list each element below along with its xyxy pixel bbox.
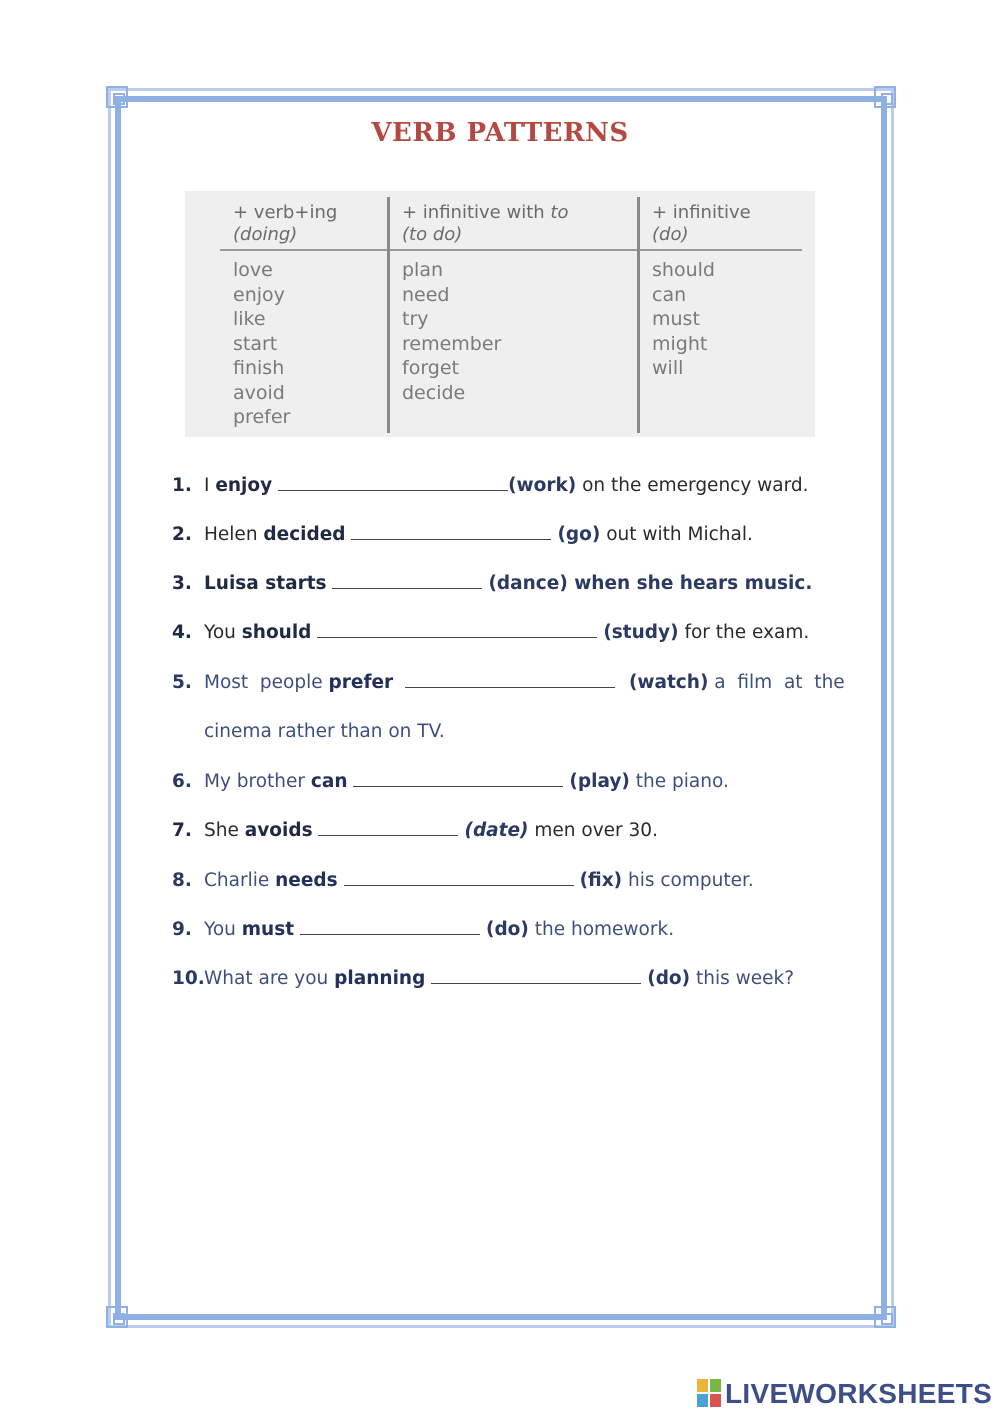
table-cell: will (652, 357, 684, 379)
item-number: 4. (172, 622, 192, 643)
sentence-text: for the exam. (678, 622, 810, 643)
exercise-item (172, 968, 862, 989)
sentence-continuation: cinema rather than on TV. (204, 721, 445, 742)
column-verbs (402, 258, 501, 405)
answer-blank[interactable] (317, 623, 597, 638)
frame-corner-ornament (874, 1306, 896, 1328)
key-verb: avoids (244, 820, 313, 841)
answer-blank[interactable] (431, 969, 641, 984)
table-cell: plan (402, 259, 444, 281)
verb-cue: (go) (557, 524, 601, 545)
table-cell: might (652, 332, 708, 355)
column-verbs (233, 258, 290, 430)
table-column-infinitive (639, 191, 799, 437)
verb-cue: (play) (569, 771, 630, 792)
answer-blank[interactable] (405, 673, 615, 688)
key-verb: planning (334, 968, 426, 989)
item-number: 10. (172, 968, 205, 989)
item-number: 9. (172, 919, 192, 940)
frame-corner-ornament (106, 1306, 128, 1328)
item-number: 5. (172, 672, 192, 693)
exercise-item (172, 672, 862, 693)
exercise-item (172, 820, 862, 841)
table-cell: love (233, 259, 273, 281)
sentence-text: She (204, 820, 245, 841)
key-verb: must (241, 919, 295, 940)
verb-pattern-table (185, 191, 815, 437)
answer-blank[interactable] (318, 821, 458, 836)
answer-blank[interactable] (351, 525, 551, 540)
sentence-text: the piano. (629, 771, 729, 792)
table-cell: need (402, 283, 450, 306)
item-number: 8. (172, 870, 192, 891)
sentence-text: Charlie (204, 870, 276, 891)
item-number: 7. (172, 820, 192, 841)
key-verb: enjoy (215, 475, 273, 496)
key-verb: can (310, 771, 348, 792)
sentence-text: this week? (690, 968, 795, 989)
key-verb: should (241, 622, 312, 643)
table-cell: like (233, 308, 266, 330)
table-cell: prefer (233, 406, 291, 428)
verb-cue: (study) (603, 622, 679, 643)
exercise-item (172, 771, 862, 792)
table-cell: must (652, 308, 700, 330)
sentence-text: Most people (204, 672, 329, 693)
exercise-item (172, 919, 862, 940)
verb-cue: (date) (464, 820, 529, 841)
verb-cue: (work) (508, 475, 577, 496)
exercise-item (172, 622, 862, 643)
sentence-text: men over 30. (528, 820, 658, 841)
table-cell: start (233, 332, 278, 355)
sentence-text: a film at the (708, 672, 845, 693)
exercise-item (172, 524, 862, 545)
table-cell: forget (402, 357, 459, 379)
answer-blank[interactable] (300, 920, 480, 935)
column-verbs (652, 258, 715, 381)
verb-cue: (do) (647, 968, 691, 989)
item-number: 2. (172, 524, 192, 545)
sentence-text: My brother (204, 771, 311, 792)
liveworksheets-logo (697, 1377, 992, 1411)
spacer (393, 672, 405, 693)
table-cell: try (402, 308, 429, 330)
exercise-item (172, 573, 862, 594)
column-header: + infinitive (652, 202, 751, 223)
table-column-infinitive-to (389, 191, 637, 437)
answer-blank[interactable] (332, 574, 482, 589)
answer-blank[interactable] (353, 772, 563, 787)
sentence-text: the homework. (528, 919, 675, 940)
table-cell: can (652, 283, 687, 306)
verb-cue: (dance) when she hears music. (488, 573, 813, 594)
exercise-item (172, 870, 862, 891)
key-verb: decided (263, 524, 346, 545)
answer-blank[interactable] (278, 476, 508, 491)
key-verb: prefer (328, 672, 394, 693)
item-number: 3. (172, 573, 192, 594)
table-cell: decide (402, 381, 466, 404)
sentence-text: What are you (204, 968, 335, 989)
column-subheader: (do) (652, 224, 689, 245)
key-verb: Luisa starts (204, 573, 327, 594)
verb-cue: (fix) (579, 870, 623, 891)
column-subheader: (doing) (233, 224, 298, 245)
column-header-italic: to (550, 202, 569, 223)
frame-corner-ornament (874, 86, 896, 108)
item-number: 6. (172, 771, 192, 792)
worksheet-title: VERB PATTERNS (371, 118, 629, 148)
key-verb: needs (275, 870, 338, 891)
item-number: 1. (172, 475, 192, 496)
table-cell: enjoy (233, 283, 285, 306)
sentence-text: I (204, 475, 216, 496)
table-cell: finish (233, 357, 285, 379)
table-cell: avoid (233, 381, 285, 404)
table-cell: should (652, 259, 715, 281)
verb-cue: (do) (485, 919, 529, 940)
column-header: + verb+ing (233, 202, 338, 223)
answer-blank[interactable] (344, 871, 574, 886)
sentence-text: out with Michal. (600, 524, 753, 545)
sentence-text: You (204, 919, 242, 940)
liveworksheets-logo-icon (697, 1379, 723, 1409)
sentence-text: his computer. (622, 870, 754, 891)
table-column-verb-ing (220, 191, 388, 437)
sentence-text: You (204, 622, 242, 643)
column-subheader: (to do) (402, 224, 463, 245)
sentence-text: Helen (204, 524, 264, 545)
table-cell: remember (402, 332, 502, 355)
exercise-item (172, 475, 862, 496)
sentence-text: on the emergency ward. (576, 475, 809, 496)
liveworksheets-logo-text: LIVEWORKSHEETS (725, 1378, 993, 1409)
column-header: + infinitive with (402, 202, 545, 223)
frame-corner-ornament (106, 86, 128, 108)
verb-cue: (watch) (628, 672, 709, 693)
